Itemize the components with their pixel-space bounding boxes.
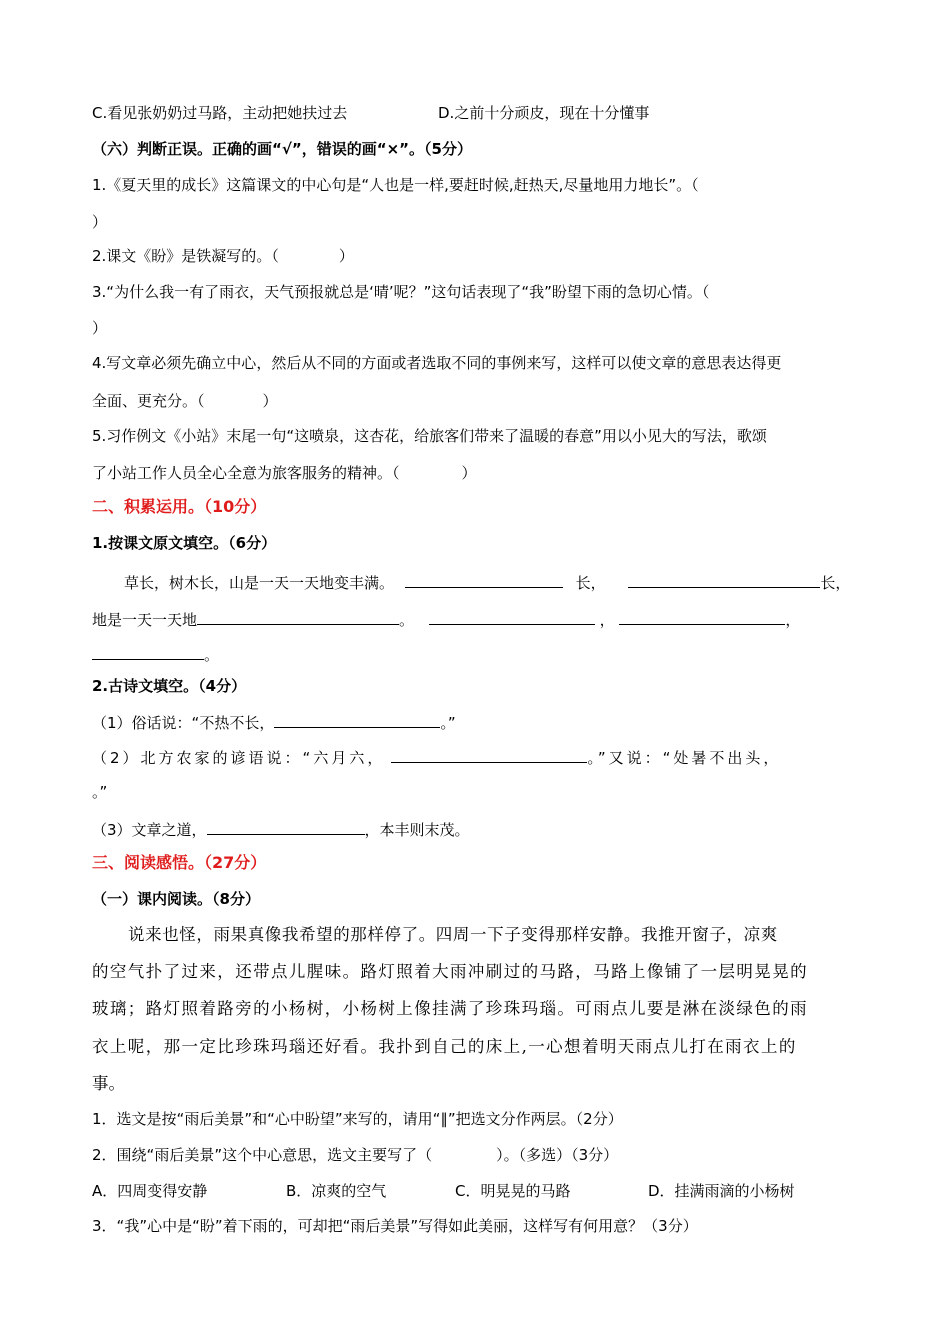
passage-line: 的空气扑了过来，还带点儿腥味。路灯照着大雨冲刷过的马路，马路上像铺了一层明晃晃的 [92,962,808,981]
judge-q2 [92,246,354,266]
option-d: D.之前十分顽皮，现在十分懂事 [438,104,650,122]
judge-q3-line2: ） [92,319,108,337]
judge-q4-line1: 4.写文章必须先确立中心，然后从不同的方面或者选取不同的事例来写，这样可以使文章的意思表达得更 [92,354,782,372]
poem-text: ，本丰则末茂。 [364,821,470,839]
passage-line: 玻璃；路灯照着路旁的小杨树，小杨树上像挂满了珍珠玛瑙。可雨点儿要是淋在淡绿色的雨 [92,999,808,1018]
judge-q3-line1: 3.“为什么我一有了雨衣，天气预报就总是‘晴’呢？”这句话表现了“我”盼望下雨的急切心情。（ [92,283,710,301]
fill-text: 地是一天一天地 [92,611,198,629]
poem-q2 [92,746,781,768]
poem-text: （2）北方农家的谚语说：“六月六， [92,749,386,767]
poem-title: 2.古诗文填空。（4分） [92,677,247,695]
paren-close: ） [461,464,477,482]
passage-line: 事。 [92,1074,125,1093]
judge-heading: （六）判断正误。正确的画“√”，错误的画“×”。（5分） [92,140,472,158]
fill-text: 草长，树木长，山是一天一天地变丰满。 [124,574,395,592]
fill-text: ， [785,611,801,629]
fill-text: 长， [575,574,606,592]
reading-q2-text: ）。（多选）（3分） [496,1146,619,1164]
judge-q1-line2: ） [92,213,108,231]
fill-line3 [92,643,219,665]
option-d: D．挂满雨滴的小杨树 [648,1182,795,1200]
poem-text: 。”又说：“处暑不出头， [587,749,782,767]
judge-q4-line2 [92,391,278,411]
fill-text: ， [599,611,615,629]
fill-blank[interactable] [197,608,399,625]
option-c: C.看见张奶奶过马路，主动把她扶过去 [92,104,348,122]
reading-q3: 3．“我”心中是“盼”着下雨的，可却把“雨后美景”写得如此美丽，这样写有何用意？（3分） [92,1217,698,1235]
reading-subheading: （一）课内阅读。（8分） [92,890,260,908]
poem-text: （3）文章之道， [92,821,207,839]
paren-close: ） [262,392,278,410]
option-a: A．四周变得安静 [92,1182,208,1200]
judge-q2-text: 2.课文《盼》是铁凝写的。（ [92,247,279,265]
option-b: B．凉爽的空气 [286,1182,387,1200]
section2-heading: 二、积累运用。（10分） [92,497,267,516]
fill-line2 [92,608,800,630]
fill-blank[interactable] [92,643,204,660]
reading-q1: 1．选文是按“雨后美景”和“心中盼望”来写的，请用“∥”把选文分作两层。（2分） [92,1110,623,1128]
fill-blank[interactable] [628,571,820,588]
fill-text: 。 [399,611,415,629]
judge-q5-line1: 5.习作例文《小站》末尾一句“这喷泉，这杏花，给旅客们带来了温暖的春意”用以小见大的写法，歌颂 [92,427,767,445]
fill-line1 [124,571,850,593]
judge-q5-text: 了小站工作人员全心全意为旅客服务的精神。（ [92,464,400,482]
fill-text: 。 [204,646,220,664]
fill-blank[interactable] [405,571,563,588]
reading-q2-text: 2．围绕“雨后美景”这个中心意思，选文主要写了（ [92,1146,433,1164]
passage-line: 衣上呢，那一定比珍珠玛瑙还好看。我扑到自己的床上,一心想着明天雨点儿打在雨衣上的 [92,1037,797,1056]
section3-heading: 三、阅读感悟。（27分） [92,853,267,872]
poem-text: 。” [440,714,456,732]
poem-q3 [92,818,470,840]
poem-text: （1）俗话说：“不热不长， [92,714,275,732]
poem-q1 [92,711,456,733]
judge-q1-line1: 1.《夏天里的成长》这篇课文的中心句是“人也是一样,要赶时候,赶热天,尽量地用力地长”。（ [92,176,699,194]
passage-line: 说来也怪，雨果真像我希望的那样停了。四周一下子变得那样安静。我推开窗子，凉爽 [128,925,778,944]
judge-q4-text: 全面、更充分。（ [92,392,205,410]
option-c: C．明晃晃的马路 [455,1182,571,1200]
poem-blank[interactable] [274,711,440,728]
fill-blank[interactable] [619,608,785,625]
fill-title: 1.按课文原文填空。（6分） [92,534,277,552]
judge-q5-line2 [92,463,477,483]
fill-blank[interactable] [429,608,595,625]
poem-q2-line2: 。” [92,783,108,801]
poem-blank[interactable] [207,818,365,835]
reading-q2 [92,1145,618,1165]
poem-blank[interactable] [391,746,587,763]
paren-close: ） [338,247,354,265]
fill-text: 长， [820,574,851,592]
